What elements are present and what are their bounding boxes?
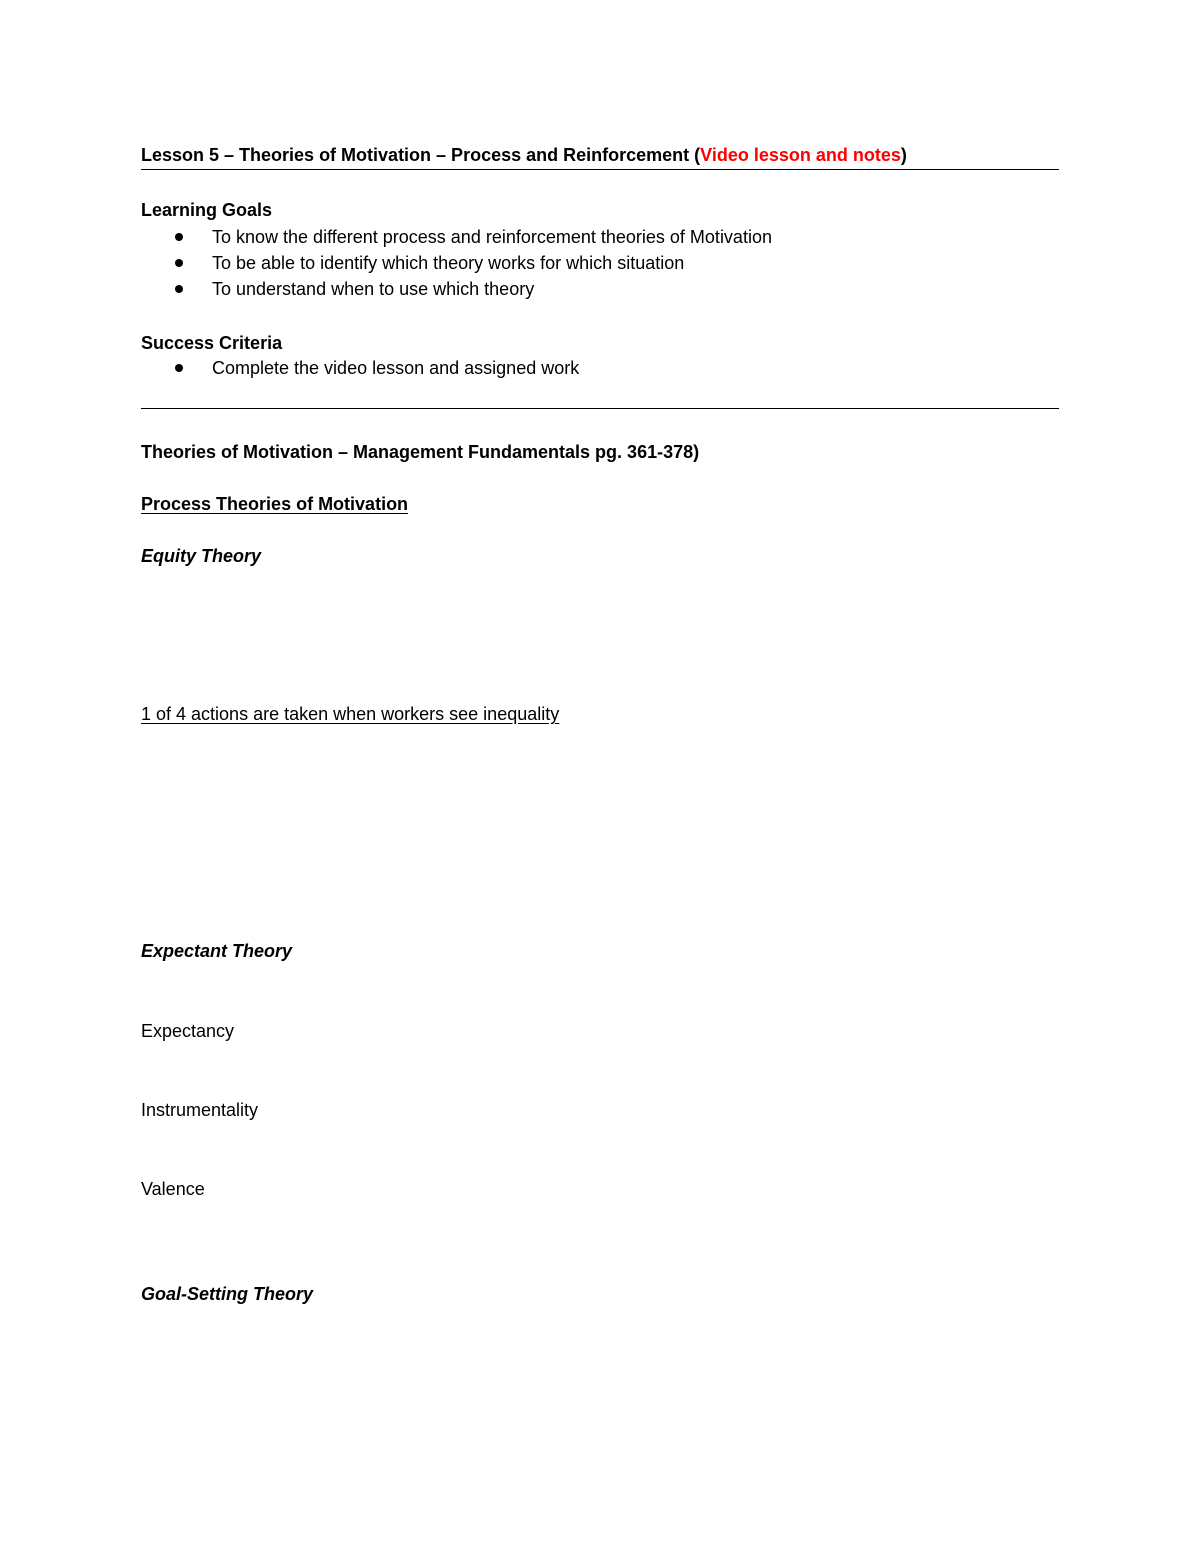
bullet-icon <box>175 364 183 372</box>
term-instrumentality: Instrumentality <box>141 1100 259 1120</box>
success-criteria-heading: Success Criteria <box>141 333 283 353</box>
equity-theory-heading: Equity Theory <box>141 546 262 566</box>
bullet-icon <box>175 259 183 267</box>
inequality-actions-note: 1 of 4 actions are taken when workers see inequality <box>141 704 560 724</box>
bullet-icon <box>175 233 183 241</box>
list-item <box>141 355 579 381</box>
goal-setting-theory-heading: Goal-Setting Theory <box>141 1284 314 1304</box>
lesson-title-main: Lesson 5 – Theories of Motivation – Process and Reinforcement ( <box>141 145 701 165</box>
section-heading: Theories of Motivation – Management Fundamentals pg. 361-378) <box>141 442 700 462</box>
learning-goal-text: To understand when to use which theory <box>212 279 535 299</box>
list-item <box>141 250 772 276</box>
lesson-title-close: ) <box>900 145 907 165</box>
list-item <box>141 224 772 250</box>
section-divider-rule <box>141 408 1059 409</box>
term-expectancy: Expectancy <box>141 1021 235 1041</box>
success-criteria-list <box>141 355 579 381</box>
learning-goals-list <box>141 224 772 302</box>
expectant-theory-heading: Expectant Theory <box>141 941 293 961</box>
list-item <box>141 276 772 302</box>
bullet-icon <box>175 285 183 293</box>
term-valence: Valence <box>141 1179 205 1199</box>
learning-goal-text: To be able to identify which theory works for which situation <box>212 253 685 273</box>
success-criteria-text: Complete the video lesson and assigned work <box>212 358 580 378</box>
lesson-title-highlight: Video lesson and notes <box>700 145 901 165</box>
process-theories-subheading: Process Theories of Motivation <box>141 494 409 514</box>
lesson-title <box>141 145 907 167</box>
learning-goals-heading: Learning Goals <box>141 200 273 220</box>
learning-goal-text: To know the different process and reinforcement theories of Motivation <box>212 227 772 247</box>
title-underline-rule <box>141 169 1059 170</box>
